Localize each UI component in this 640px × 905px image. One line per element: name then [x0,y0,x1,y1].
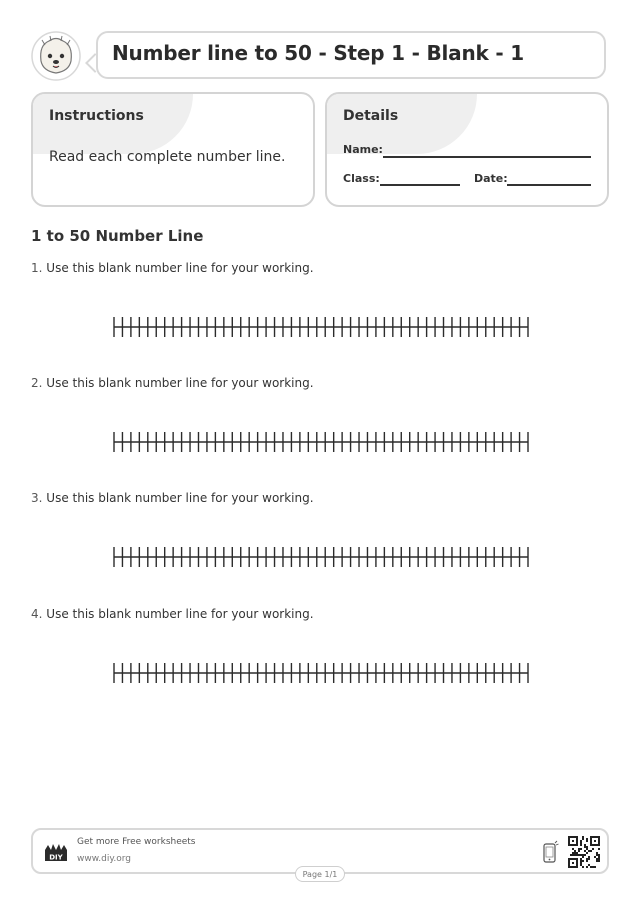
name-field[interactable] [383,156,591,158]
footer-promo: Get more Free worksheets [77,837,196,847]
number-line[interactable] [112,662,530,684]
date-field[interactable] [507,184,591,186]
instructions-text: Read each complete number line. [49,149,286,165]
footer-url[interactable]: www.diy.org [77,854,131,864]
number-line[interactable] [112,316,530,338]
instructions-heading: Instructions [49,108,144,124]
section-title: 1 to 50 Number Line [31,227,204,245]
question-text: 3. Use this blank number line for your working. [31,491,314,505]
class-field[interactable] [380,184,460,186]
phone-icon [541,840,559,864]
question-text: 4. Use this blank number line for your working. [31,607,314,621]
diy-logo-icon [42,838,70,866]
page-title: Number line to 50 - Step 1 - Blank - 1 [112,41,524,65]
number-line[interactable] [112,546,530,568]
date-label: Date: [474,172,508,185]
card-decoration [33,94,193,154]
details-heading: Details [343,108,399,124]
question-text: 2. Use this blank number line for your working. [31,376,314,390]
page-indicator: Page 1/1 [295,866,345,882]
number-line[interactable] [112,431,530,453]
qr-code-icon[interactable] [568,836,600,868]
question-text: 1. Use this blank number line for your working. [31,261,314,275]
svg-text:DIY: DIY [49,853,63,862]
instructions-card [31,92,315,207]
class-label: Class: [343,172,380,185]
name-label: Name: [343,143,383,156]
mascot-icon [31,31,81,81]
details-card [325,92,609,207]
